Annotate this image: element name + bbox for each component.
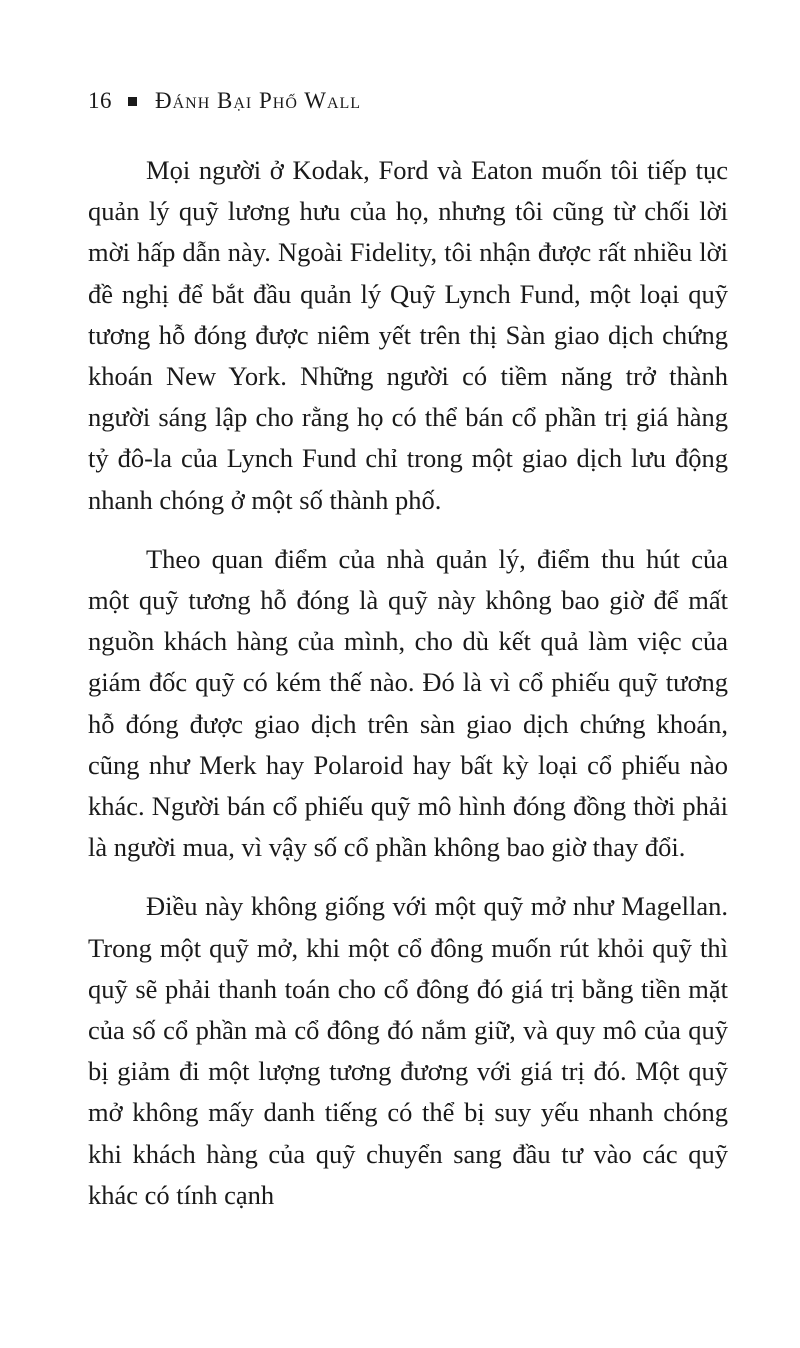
- body-text: [88, 150, 728, 1234]
- paragraph-3: Điều này không giống với một quỹ mở như Magellan. Trong một quỹ mở, khi một cổ đông muốn rút khỏi quỹ thì quỹ sẽ phải thanh toán cho cổ đông đó giá trị bằng tiền mặt của số cổ phần mà cổ đông đó nắm giữ, và quy mô của quỹ bị giảm đi một lượng tương đương với giá trị đó. Một quỹ mở không mấy danh tiếng có thể bị suy yếu nhanh chóng khi khách hàng của quỹ chuyển sang đầu tư vào các quỹ khác có tính cạnh: [88, 891, 728, 1210]
- square-bullet-icon: [128, 97, 137, 106]
- page-number: 16: [88, 88, 112, 113]
- running-header: [88, 86, 361, 116]
- paragraph-2: Theo quan điểm của nhà quản lý, điểm thu hút của một quỹ tương hỗ đóng là quỹ này không bao giờ để mất nguồn khách hàng của mình, cho dù kết quả làm việc của giám đốc quỹ có kém thế nào. Đó là vì cổ phiếu quỹ tương hỗ đóng được giao dịch trên sàn giao dịch chứng khoán, cũng như Merk hay Polaroid hay bất kỳ loại cổ phiếu nào khác. Người bán cổ phiếu quỹ mô hình đóng đồng thời phải là người mua, vì vậy số cổ phần không bao giờ thay đổi.: [88, 543, 728, 863]
- paragraph-1: Mọi người ở Kodak, Ford và Eaton muốn tôi tiếp tục quản lý quỹ lương hưu của họ, nhưng tôi cũng từ chối lời mời hấp dẫn này. Ngoài Fidelity, tôi nhận được rất nhiều lời đề nghị để bắt đầu quản lý Quỹ Lynch Fund, một loại quỹ tương hỗ đóng được niêm yết trên thị Sàn giao dịch chứng khoán New York. Những người có tiềm năng trở thành người sáng lập cho rằng họ có thể bán cổ phần trị giá hàng tỷ đô-la của Lynch Fund chỉ trong một giao dịch lưu động nhanh chóng ở một số thành phố.: [88, 155, 728, 515]
- book-title: Đánh Bại Phố Wall: [155, 88, 362, 113]
